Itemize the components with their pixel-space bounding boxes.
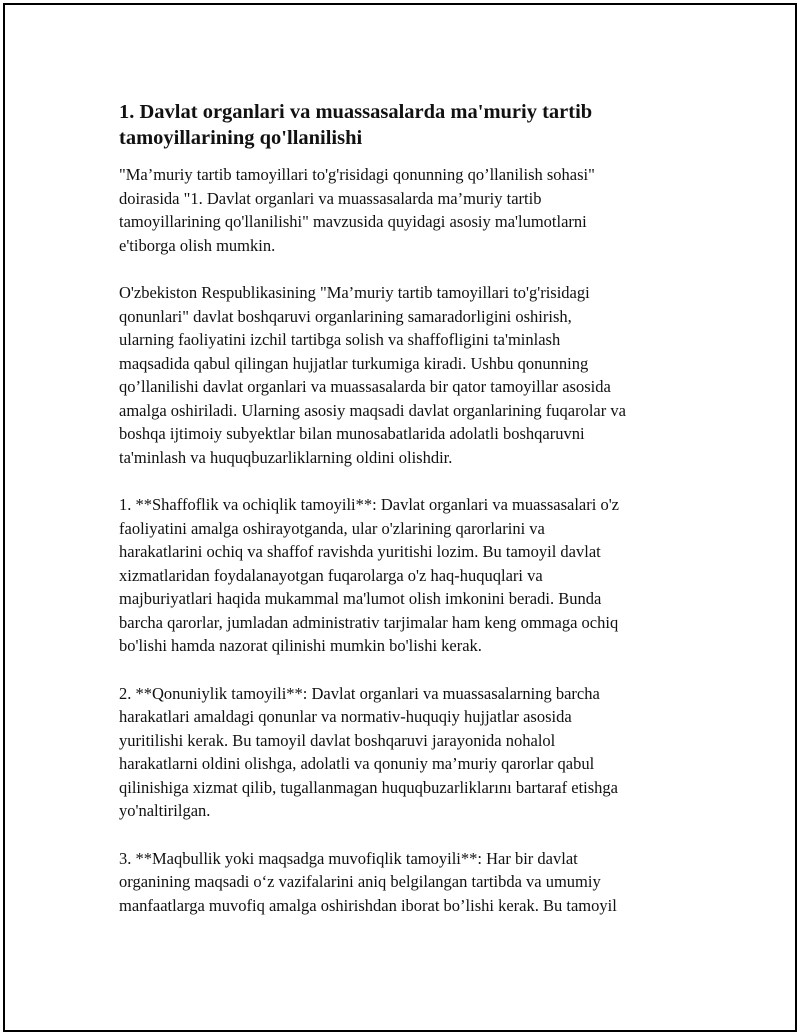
paragraph-law-overview: O'zbekiston Respublikasining "Ma’muriy tartib tamoyillari to'g'risidagi qonunlari" davlat boshqaruvi organlarining samaradorligini oshirish, ularning faoliyatini izchil tartibga solish va shaffofligini ta'minlash maqsadida qabul qilingan hujjatlar turkumiga kiradi. Ushbu qonunning qo’llanilishi davlat organlari va muassasalarda bir qator tamoyillar asosida amalga oshiriladi. Ularning asosiy maqsadi davlat organlarining fuqarolar va boshqa ijtimoiy subyektlar bilan munosabatlarida adolatli boshqaruvni ta'minlash va huquqbuzarliklarning oldini olishdir. [119,283,626,467]
paragraph-principle-expediency: 3. **Maqbullik yoki maqsadga muvofiqlik tamoyili**: Har bir davlat organining maqsadi o‘z vazifalarini aniq belgilangan tartibda va umumiy manfaatlarga muvofiq amalga oshirishdan iborat bo’lishi kerak. Bu tamoyil [119,848,617,915]
document-body [119,99,694,941]
paragraph-principle-transparency: 1. **Shaffoflik va ochiqlik tamoyili**: Davlat organlari va muassasalari o'z faoliyatini amalga oshirayotganda, ular o'zlarining qarorlarini va harakatlarini ochiq va shaffof ravishda yuritishi lozim. Bu tamoyil davlat xizmatlaridan foydalanayotgan fuqarolarga o'z haq-huquqlari va majburiyatlari haqida mukammal ma'lumot olish imkonini beradi. Bunda barcha qarorlar, jumladan administrativ tarjimalar ham keng ommaga ochiq bo'lishi hamda nazorat qilinishi mumkin bo'lishi kerak. [119,495,619,655]
paragraph-intro: "Ma’muriy tartib tamoyillari to'g'risidagi qonunning qo’llanilish sohasi" doirasida "1. Davlat organlari va muassasalarda ma’muriy tartib tamoyillarining qo'llanilishi" mavzusida quyidagi asosiy ma'lumotlarni e'tiborga olish mumkin. [119,165,595,255]
page-frame [3,3,797,1032]
document-title: 1. Davlat organlari va muassasalarda ma'muriy tartib tamoyillarining qo'llanilishi [119,101,593,149]
paragraph-principle-legality: 2. **Qonuniylik tamoyili**: Davlat organlari va muassasalarning barcha harakatlari amaldagi qonunlar va normativ-huquqiy hujjatlar asosida yuritilishi kerak. Bu tamoyil davlat boshqaruvi jarayonida nohalol harakatlarni oldini olishga, adolatli va qonuniy ma’muriy qarorlar qabul qilinishiga xizmat qilib, tugallanmagan huquqbuzarliklarını bartaraf etishga yo'naltirilgan. [119,683,618,820]
